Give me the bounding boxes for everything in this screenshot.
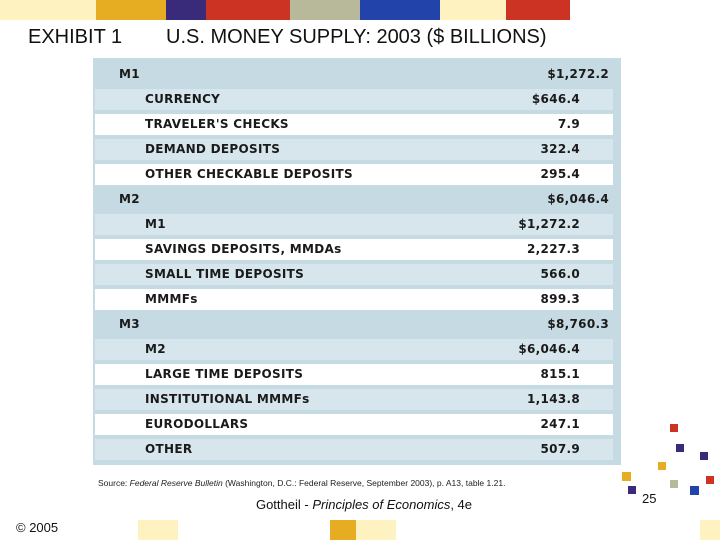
decorative-square (676, 444, 684, 452)
bottom-color-bar (700, 520, 720, 540)
row-value: 899.3 (540, 292, 580, 306)
exhibit-label: EXHIBIT 1 (28, 26, 123, 48)
table-group-row (93, 62, 621, 87)
table-group-row (93, 187, 621, 212)
row-value: 2,227.3 (527, 242, 580, 256)
top-color-bar (0, 0, 720, 20)
row-value: $8,760.3 (547, 317, 609, 331)
row-value: $1,272.2 (547, 67, 609, 81)
table-row (93, 87, 621, 112)
decorative-square (670, 480, 678, 488)
table-row (93, 287, 621, 312)
row-label: TRAVELER'S CHECKS (145, 117, 289, 131)
row-value: 247.1 (540, 417, 580, 431)
row-value: $6,046.4 (547, 192, 609, 206)
row-label: DEMAND DEPOSITS (145, 142, 281, 156)
row-label: CURRENCY (145, 92, 221, 106)
page-number: 25 (642, 491, 657, 506)
row-value: 295.4 (540, 167, 580, 181)
row-value: 1,143.8 (527, 392, 580, 406)
decorative-square (628, 486, 636, 494)
table-row (93, 362, 621, 387)
row-value: 7.9 (557, 117, 580, 131)
footer-author: Gottheil - (255, 497, 313, 512)
table-row (93, 162, 621, 187)
row-value: 322.4 (540, 142, 580, 156)
row-value: $6,046.4 (518, 342, 580, 356)
row-value: 566.0 (540, 267, 580, 281)
table-row (93, 262, 621, 287)
source-publication: Federal Reserve Bulletin (129, 478, 223, 488)
row-value: $1,272.2 (518, 217, 580, 231)
table-row (93, 337, 621, 362)
table-row (93, 237, 621, 262)
row-value: 507.9 (540, 442, 580, 456)
bottom-color-bar (356, 520, 396, 540)
table-row (93, 387, 621, 412)
decorative-square (670, 424, 678, 432)
decorative-square (690, 486, 699, 495)
bottom-color-bar (138, 520, 178, 540)
row-label: MMMFs (145, 292, 198, 306)
decorative-square (706, 476, 714, 484)
row-label: OTHER (145, 442, 193, 456)
table-group-row (93, 312, 621, 337)
row-value: $646.4 (531, 92, 580, 106)
table-row (93, 137, 621, 162)
row-label: EURODOLLARS (145, 417, 249, 431)
row-label: SMALL TIME DEPOSITS (145, 267, 305, 281)
row-label: OTHER CHECKABLE DEPOSITS (145, 167, 353, 181)
money-supply-table (93, 58, 621, 465)
footer-edition: , 4e (450, 497, 473, 512)
row-label: M2 (145, 342, 166, 356)
footer-citation (250, 496, 478, 513)
row-label: M3 (119, 317, 140, 331)
decorative-square (658, 462, 666, 470)
copyright: © 2005 (16, 520, 59, 535)
source-note (98, 478, 505, 488)
row-value: 815.1 (540, 367, 580, 381)
table-row (93, 412, 621, 437)
table-row (93, 437, 621, 462)
decorative-square (622, 472, 631, 481)
row-label: SAVINGS DEPOSITS, MMDAs (145, 242, 342, 256)
exhibit-title: U.S. MONEY SUPPLY: 2003 ($ BILLIONS) (166, 26, 547, 48)
row-label: INSTITUTIONAL MMMFs (145, 392, 310, 406)
row-label: M1 (145, 217, 166, 231)
row-label: M1 (119, 67, 140, 81)
footer-book-title: Principles of Economics (312, 497, 451, 512)
row-label: M2 (119, 192, 140, 206)
table-row (93, 112, 621, 137)
row-label: LARGE TIME DEPOSITS (145, 367, 304, 381)
source-prefix: Source: (98, 478, 130, 488)
table-row (93, 212, 621, 237)
source-details: (Washington, D.C.: Federal Reserve, September 2003), p. A13, table 1.21. (222, 478, 506, 488)
decorative-square (700, 452, 708, 460)
bottom-color-bar (330, 520, 356, 540)
